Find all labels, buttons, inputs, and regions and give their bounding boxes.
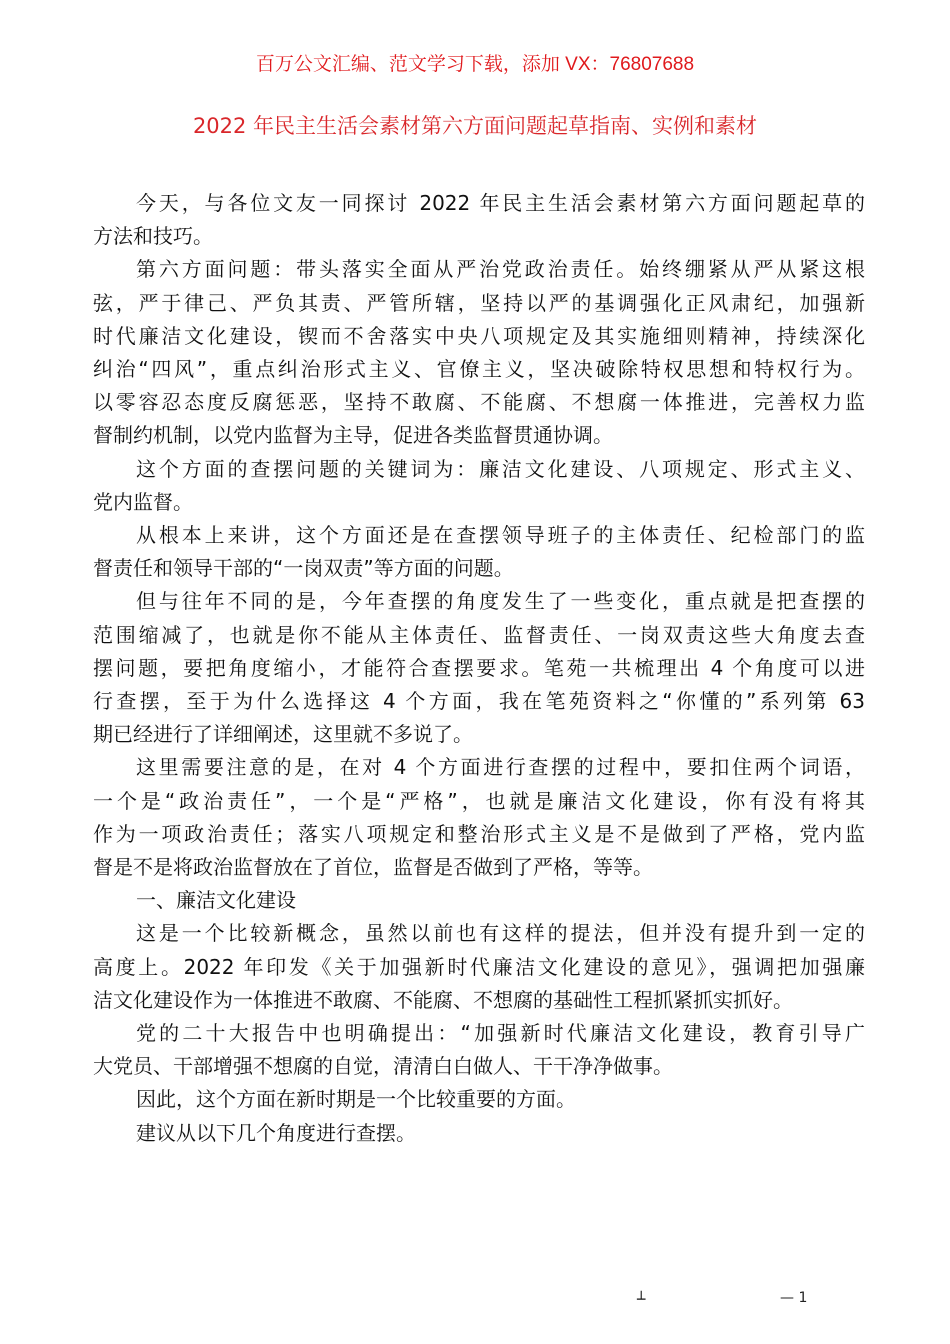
text-line: 督是不是将政治监督放在了首位，监督是否做到了严格，等等。 — [93, 855, 653, 880]
text-line: 范围缩减了，也就是你不能从主体责任、监督责任、一岗双责这些大角度去查 — [93, 622, 865, 647]
text-line: 时代廉洁文化建设，锲而不舍落实中央八项规定及其实施细则精神，持续深化 — [93, 323, 865, 348]
paragraph — [93, 519, 865, 585]
paragraph — [93, 585, 865, 751]
text-line: 这里需要注意的是，在对 4 个方面进行查摆的过程中，要扣住两个词语， — [136, 755, 865, 780]
document-body — [93, 187, 865, 1150]
paragraph — [93, 917, 865, 1017]
paragraph — [93, 1083, 865, 1116]
paragraph — [93, 453, 865, 519]
text-line: 因此，这个方面在新时期是一个比较重要的方面。 — [136, 1087, 576, 1112]
text-line: 督制约机制，以党内监督为主导，促进各类监督贯通协调。 — [93, 423, 613, 448]
paragraph — [93, 1117, 865, 1150]
text-line: 纠治“四风”，重点纠治形式主义、官僚主义，坚决破除特权思想和特权行为。 — [93, 357, 865, 382]
text-line: 督责任和领导干部的“一岗双责”等方面的问题。 — [93, 556, 514, 581]
text-line: 党的二十大报告中也明确提出：“加强新时代廉洁文化建设，教育引导广 — [136, 1021, 865, 1046]
text-line: 摆问题，要把角度缩小，才能符合查摆要求。笔苑一共梳理出 4 个角度可以进 — [93, 655, 865, 680]
text-line: 从根本上来讲，这个方面还是在查摆领导班子的主体责任、纪检部门的监 — [136, 523, 865, 548]
text-line: 弦，严于律己、严负其责、严管所辖，坚持以严的基调强化正风肃纪，加强新 — [93, 290, 865, 315]
text-line: 这个方面的查摆问题的关键词为：廉洁文化建设、八项规定、形式主义、 — [136, 456, 865, 481]
text-line: 作为一项政治责任；落实八项规定和整治形式主义是不是做到了严格，党内监 — [93, 821, 865, 846]
text-line: 一、廉洁文化建设 — [136, 888, 296, 913]
watermark-banner: 百万公文汇编、范文学习下载，添加 VX：76807688 — [255, 54, 695, 75]
text-line: 但与往年不同的是，今年查摆的角度发生了一些变化，重点就是把查摆的 — [136, 589, 865, 614]
text-line: 高度上。2022 年印发《关于加强新时代廉洁文化建设的意见》，强调把加强廉 — [93, 954, 865, 979]
text-line: 党内监督。 — [93, 489, 193, 514]
paragraph — [93, 751, 865, 884]
text-line: 建议从以下几个角度进行查摆。 — [136, 1120, 416, 1145]
paragraph — [93, 253, 865, 452]
text-line: 今天，与各位文友一同探讨 2022 年民主生活会素材第六方面问题起草的 — [136, 191, 865, 215]
text-line: 行查摆，至于为什么选择这 4 个方面，我在笔苑资料之“你懂的”系列第 63 — [93, 689, 865, 714]
paragraph — [93, 884, 865, 917]
text-line: 大党员、干部增强不想腐的自觉，清清白白做人、干干净净做事。 — [93, 1054, 673, 1079]
text-line: 期已经进行了详细阐述，这里就不多说了。 — [93, 722, 473, 747]
text-line: 以零容忍态度反腐惩恶，坚持不敢腐、不能腐、不想腐一体推进，完善权力监 — [93, 390, 865, 415]
page-number: — 1 — [780, 1290, 808, 1306]
text-line: 洁文化建设作为一体推进不敢腐、不能腐、不想腐的基础性工程抓紧抓实抓好。 — [93, 987, 793, 1012]
text-line: 这是一个比较新概念，虽然以前也有这样的提法，但并没有提升到一定的 — [136, 921, 865, 946]
document-title: 2022 年民主生活会素材第六方面问题起草指南、实例和素材 — [192, 114, 758, 138]
text-line: 一个是“政治责任”，一个是“严格”，也就是廉洁文化建设，你有没有将其 — [93, 788, 865, 813]
text-line: 方法和技巧。 — [93, 224, 213, 249]
text-line: 第六方面问题：带头落实全面从严治党政治责任。始终绷紧从严从紧这根 — [136, 257, 865, 282]
paragraph — [93, 1017, 865, 1083]
page-mark: ┴ — [637, 1292, 646, 1308]
paragraph — [93, 187, 865, 253]
